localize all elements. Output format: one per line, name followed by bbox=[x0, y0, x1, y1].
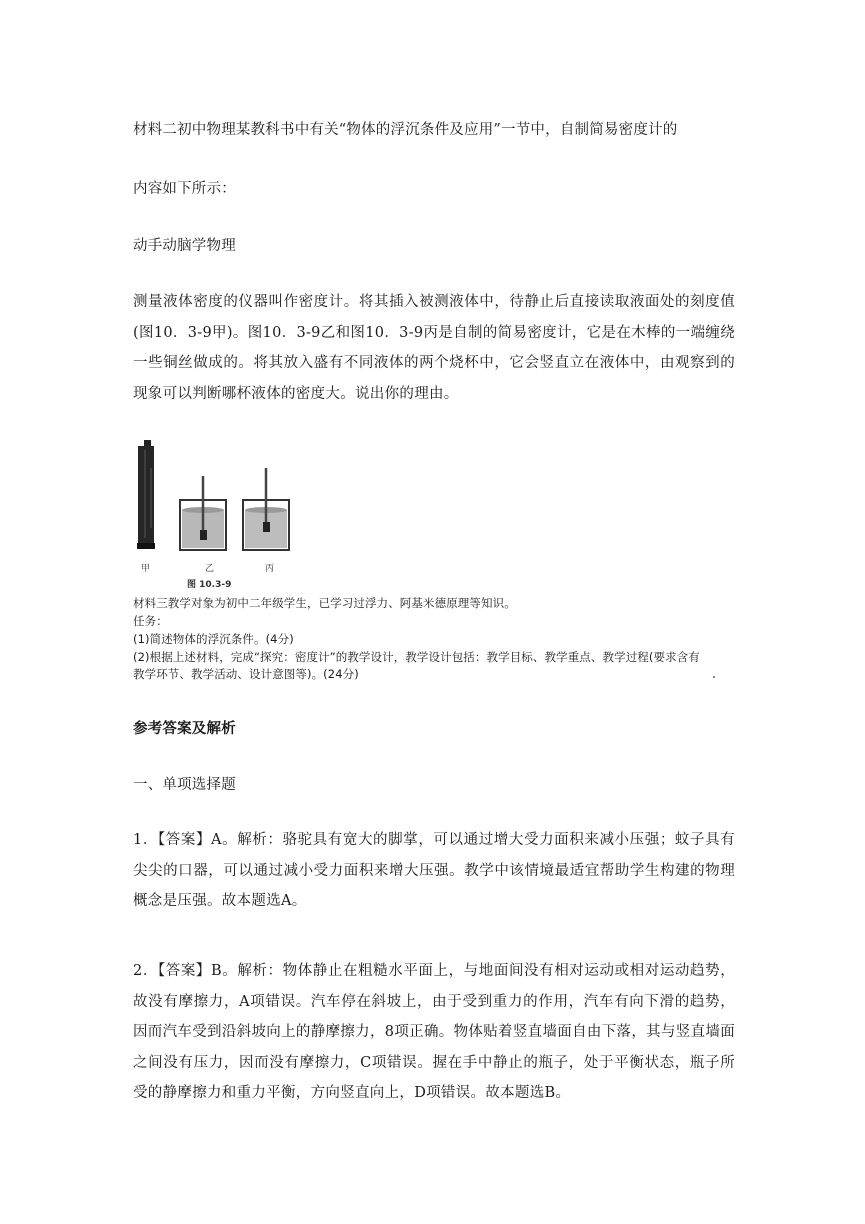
beaker-bing bbox=[243, 468, 289, 550]
answer-1: 1．【答案】A。解析：骆驼具有宽大的脚掌，可以通过增大受力面积来减小压强；蚊子具有尖尖的口器，可以通过减小受力面积来增大压强。教学中该情境最适宜帮助学生构建的物理概念是压强。故本题选A。 bbox=[133, 832, 735, 909]
material2-intro-line2: 内容如下所示： bbox=[133, 181, 236, 197]
task-2-line2: 教学环节、教学活动、设计意图等)。(24分) bbox=[133, 667, 359, 681]
answers-heading: 参考答案及解析 bbox=[133, 720, 236, 737]
scanned-figure bbox=[133, 438, 725, 683]
task-label: 任务： bbox=[133, 614, 168, 628]
beaker-yi bbox=[180, 476, 226, 550]
material2-intro-line1: 材料二初中物理某教科书中有关“物体的浮沉条件及应用”一节中，自制简易密度计的 bbox=[133, 122, 678, 138]
label-yi: 乙 bbox=[205, 564, 215, 574]
label-bing: 丙 bbox=[265, 564, 275, 574]
hydrometer-figure bbox=[133, 438, 333, 578]
figure-caption: 图 10.3-9 bbox=[187, 580, 232, 590]
task-1: (1)简述物体的浮沉条件。(4分) bbox=[133, 632, 294, 646]
answer-2: 2．【答案】B。解析：物体静止在粗糙水平面上，与地面间没有相对运动或相对运动趋势，故没有摩擦力，A项错误。汽车停在斜坡上，由于受到重力的作用，汽车有向下滑的趋势，因而汽车受到沿斜坡向上的静摩擦力，8项正确。物体贴着竖直墙面自由下落，其与竖直墙面之间没有压力，因而没有摩擦力，C项错误。握在手中静止的瓶子，处于平衡状态，瓶子所受的静摩擦力和重力平衡，方向竖直向上，D项错误。故本题选B。 bbox=[133, 963, 735, 1101]
label-jia: 甲 bbox=[141, 564, 151, 574]
task-2-line1: (2)根据上述材料，完成“探究：密度计”的教学设计，教学设计包括：教学目标、教学重点、教学过程(要求含有 bbox=[133, 650, 700, 664]
material2-paragraph: 测量液体密度的仪器叫作密度计。将其插入被测液体中，待静止后直接读取液面处的刻度值(图10．3-9甲)。图10．3-9乙和图10．3-9丙是自制的简易密度计，它是在木棒的一端缠绕一些铜丝做成的。将其放入盛有不同液体的两个烧杯中，它会竖直立在液体中，由观察到的现象可以判断哪杯液体的密度大。说出你的理由。 bbox=[133, 294, 735, 402]
section-heading: 一、单项选择题 bbox=[133, 777, 236, 793]
hydrometer-jia bbox=[137, 440, 155, 549]
scan-speck bbox=[713, 676, 715, 678]
material3-text: 材料三教学对象为初中二年级学生，已学习过浮力、阿基米德原理等知识。 bbox=[133, 596, 516, 610]
material2-heading: 动手动脑学物理 bbox=[133, 238, 236, 254]
